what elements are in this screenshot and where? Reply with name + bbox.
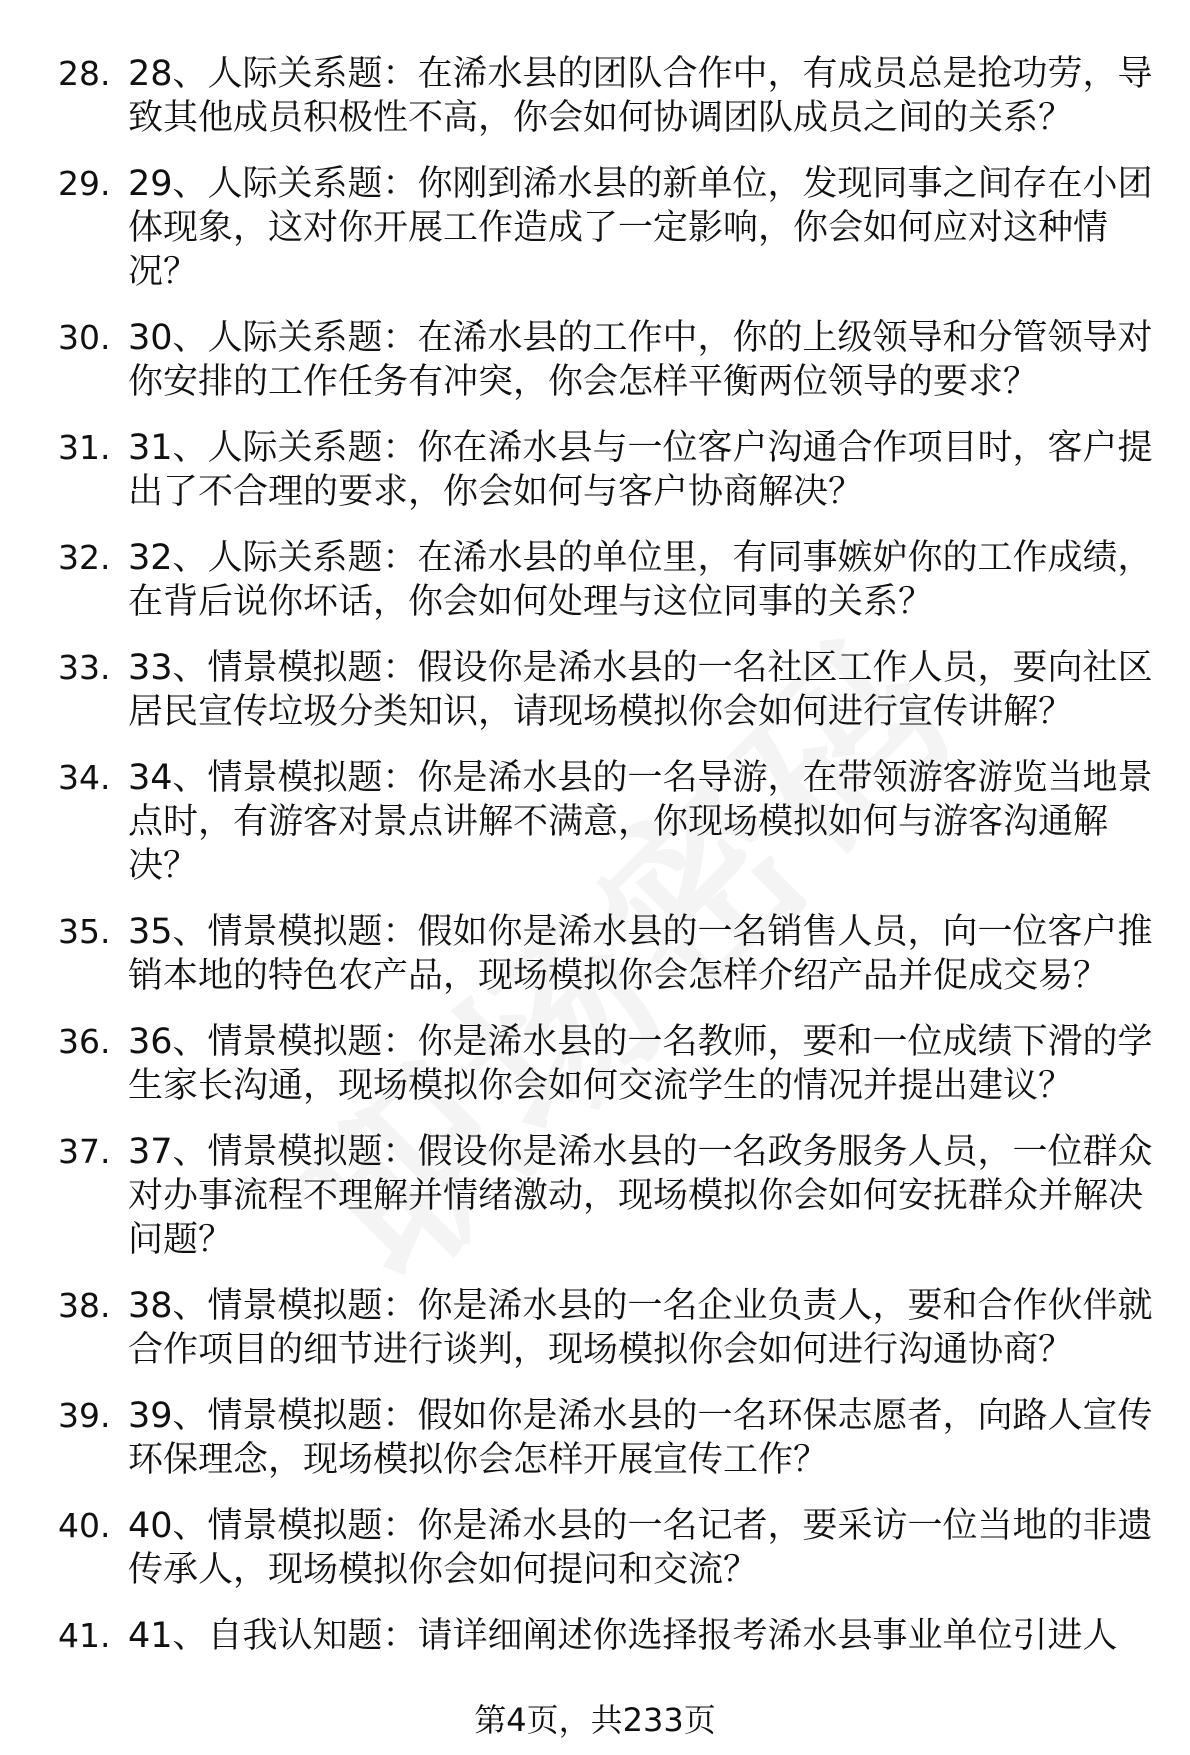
- item-text: 40、情景模拟题：你是浠水县的一名记者，要采访一位当地的非遗传承人，现场模拟你会如何提问和交流？: [128, 1506, 1153, 1590]
- list-item: [0, 1284, 1190, 1372]
- item-text: 39、情景模拟题：假如你是浠水县的一名环保志愿者，向路人宣传环保理念，现场模拟你会怎样开展宣传工作？: [128, 1396, 1153, 1480]
- list-item: [0, 1130, 1190, 1262]
- item-number: 31.: [58, 428, 111, 467]
- page-footer: 第4页，共233页: [474, 1701, 716, 1739]
- list-item: [0, 426, 1190, 514]
- list-item: [0, 910, 1190, 998]
- item-text: 38、情景模拟题：你是浠水县的一名企业负责人，要和合作伙伴就合作项目的细节进行谈判，现场模拟你会如何进行沟通协商？: [128, 1286, 1153, 1370]
- item-text: 41、自我认知题：请详细阐述你选择报考浠水县事业单位引进人: [128, 1616, 1118, 1656]
- list-item: [0, 1394, 1190, 1482]
- item-number: 30.: [58, 318, 111, 357]
- list-item: [0, 1614, 1190, 1658]
- item-number: 34.: [58, 758, 111, 797]
- list-item: [0, 316, 1190, 404]
- item-number: 41.: [58, 1616, 111, 1655]
- item-text: 36、情景模拟题：你是浠水县的一名教师，要和一位成绩下滑的学生家长沟通，现场模拟你会如何交流学生的情况并提出建议？: [128, 1022, 1153, 1106]
- item-number: 39.: [58, 1396, 111, 1435]
- item-text: 33、情景模拟题：假设你是浠水县的一名社区工作人员，要向社区居民宣传垃圾分类知识，请现场模拟你会如何进行宣传讲解？: [128, 648, 1153, 732]
- item-number: 29.: [58, 164, 111, 203]
- list-item: [0, 646, 1190, 734]
- item-number: 40.: [58, 1506, 111, 1545]
- item-number: 37.: [58, 1132, 111, 1171]
- list-item: [0, 536, 1190, 624]
- item-text: 30、人际关系题：在浠水县的工作中，你的上级领导和分管领导对你安排的工作任务有冲突，你会怎样平衡两位领导的要求？: [128, 318, 1153, 402]
- question-list: [0, 52, 1190, 1680]
- list-item: [0, 1020, 1190, 1108]
- item-number: 28.: [58, 54, 111, 93]
- list-item: [0, 162, 1190, 294]
- list-item: [0, 1504, 1190, 1592]
- item-text: 31、人际关系题：你在浠水县与一位客户沟通合作项目时，客户提出了不合理的要求，你会如何与客户协商解决？: [128, 428, 1153, 512]
- item-text: 29、人际关系题：你刚到浠水县的新单位，发现同事之间存在小团体现象，这对你开展工作造成了一定影响，你会如何应对这种情况？: [128, 164, 1153, 292]
- list-item: [0, 52, 1190, 140]
- item-text: 32、人际关系题：在浠水县的单位里，有同事嫉妒你的工作成绩，在背后说你坏话，你会如何处理与这位同事的关系？: [128, 538, 1153, 622]
- item-number: 38.: [58, 1286, 111, 1325]
- item-number: 36.: [58, 1022, 111, 1061]
- item-text: 28、人际关系题：在浠水县的团队合作中，有成员总是抢功劳，导致其他成员积极性不高，你会如何协调团队成员之间的关系？: [128, 54, 1153, 138]
- item-text: 37、情景模拟题：假设你是浠水县的一名政务服务人员，一位群众对办事流程不理解并情绪激动，现场模拟你会如何安抚群众并解决问题？: [128, 1132, 1153, 1260]
- list-item: [0, 756, 1190, 888]
- item-text: 35、情景模拟题：假如你是浠水县的一名销售人员，向一位客户推销本地的特色农产品，现场模拟你会怎样介绍产品并促成交易？: [128, 912, 1153, 996]
- item-number: 35.: [58, 912, 111, 951]
- item-number: 33.: [58, 648, 111, 687]
- item-number: 32.: [58, 538, 111, 577]
- item-text: 34、情景模拟题：你是浠水县的一名导游，在带领游客游览当地景点时，有游客对景点讲解不满意，你现场模拟如何与游客沟通解决？: [128, 758, 1153, 886]
